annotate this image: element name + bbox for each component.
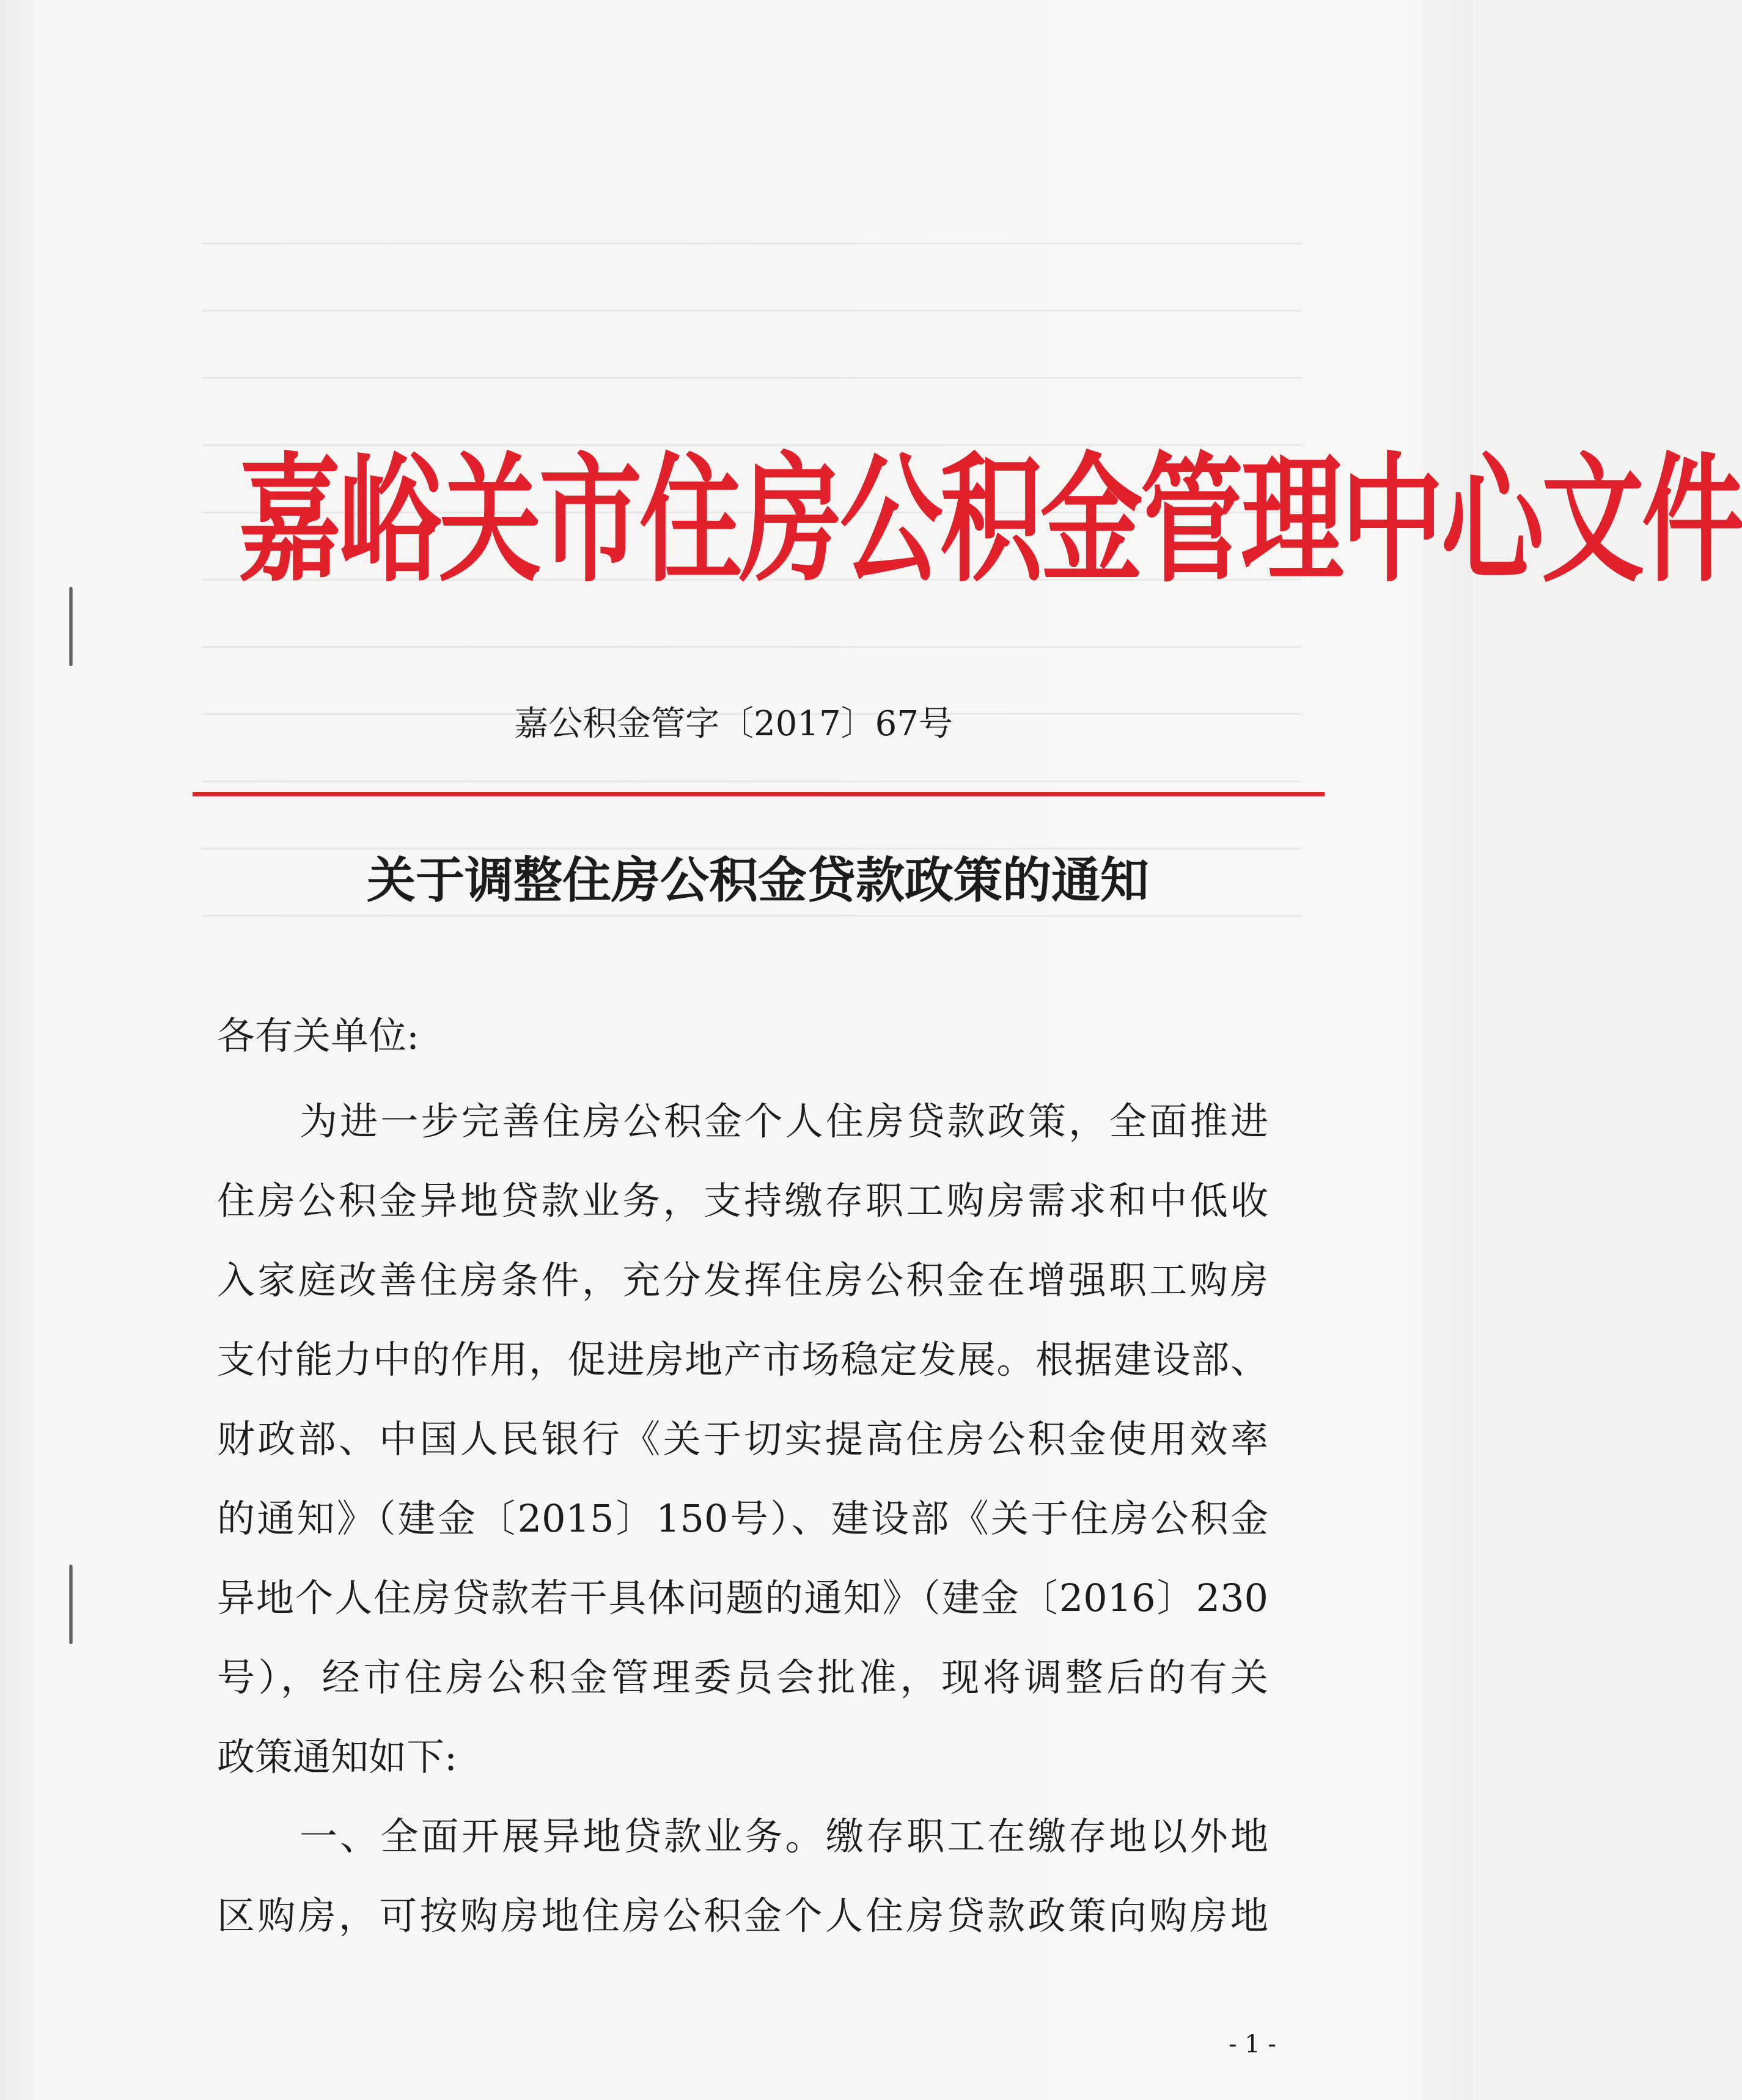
body-line: 为进一步完善住房公积金个人住房贷款政策，全面推进 <box>300 1099 1268 1144</box>
body-line: 一、全面开展异地贷款业务。缴存职工在缴存地以外地 <box>300 1814 1268 1859</box>
notice-title: 关于调整住房公积金贷款政策的通知 <box>367 851 1149 909</box>
staple-bottom <box>69 1565 73 1644</box>
body-line: 财政部、中国人民银行《关于切实提高住房公积金使用效率 <box>217 1417 1268 1461</box>
body-line: 支付能力中的作用，促进房地产市场稳定发展。根据建设部、 <box>217 1337 1268 1382</box>
document-number: 嘉公积金管字〔2017〕67号 <box>514 704 953 744</box>
body-line: 异地个人住房贷款若干具体问题的通知》（建金〔2016〕230 <box>217 1576 1268 1620</box>
red-separator-line <box>193 792 1325 796</box>
salutation: 各有关单位: <box>217 1013 419 1058</box>
body-line: 住房公积金异地贷款业务，支持缴存职工购房需求和中低收 <box>217 1178 1268 1223</box>
staple-top <box>69 587 73 666</box>
body-line: 区购房，可按购房地住房公积金个人住房贷款政策向购房地 <box>217 1893 1268 1938</box>
body-line: 政策通知如下: <box>217 1735 457 1779</box>
body-line: 入家庭改善住房条件，充分发挥住房公积金在增强职工购房 <box>217 1258 1268 1302</box>
page-number: - 1 - <box>1229 2030 1276 2058</box>
body-line: 的通知》（建金〔2015〕150号）、建设部《关于住房公积金 <box>217 1496 1268 1541</box>
body-line: 号），经市住房公积金管理委员会批准，现将调整后的有关 <box>217 1655 1268 1700</box>
red-masthead: 嘉峪关市住房公积金管理中心文件 <box>238 438 1742 601</box>
